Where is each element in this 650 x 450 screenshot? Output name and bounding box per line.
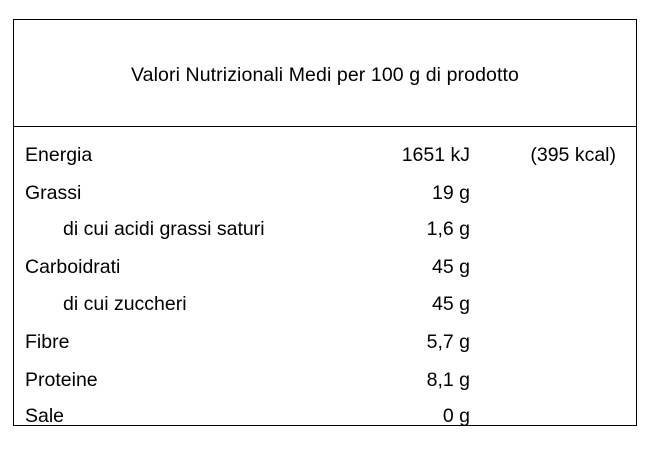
nutrition-table: [13, 19, 637, 426]
nutrient-value: 19 g: [432, 182, 470, 204]
nutrient-name: Proteine: [25, 369, 98, 391]
row-zuccheri: [14, 293, 636, 323]
nutrient-name: Grassi: [25, 182, 82, 204]
row-carboidrati: [14, 256, 636, 286]
row-proteine: [14, 369, 636, 399]
nutrient-value: 8,1 g: [426, 369, 470, 391]
nutrient-name: Sale: [25, 405, 65, 427]
row-fibre: [14, 331, 636, 361]
nutrient-name: Carboidrati: [25, 256, 121, 278]
nutrient-name: Fibre: [25, 331, 70, 353]
nutrient-value: 45 g: [432, 256, 470, 278]
row-sale: [14, 405, 636, 435]
nutrient-name: Energia: [25, 144, 93, 166]
row-grassi-saturi: [14, 218, 636, 248]
nutrient-value: 0 g: [442, 405, 470, 427]
nutrition-rows: [14, 127, 636, 425]
nutrient-name: di cui zuccheri: [63, 293, 187, 315]
nutrition-table-title: Valori Nutrizionali Medi per 100 g di prodotto: [14, 20, 636, 127]
nutrient-value: 5,7 g: [426, 331, 470, 353]
nutrient-value: 1651 kJ: [401, 144, 470, 166]
row-energia: [14, 144, 636, 174]
nutrient-value: 45 g: [432, 293, 470, 315]
nutrient-value: 1,6 g: [426, 218, 470, 240]
nutrient-kcal: (395 kcal): [530, 144, 616, 166]
nutrient-name: di cui acidi grassi saturi: [63, 218, 265, 240]
row-grassi: [14, 182, 636, 212]
